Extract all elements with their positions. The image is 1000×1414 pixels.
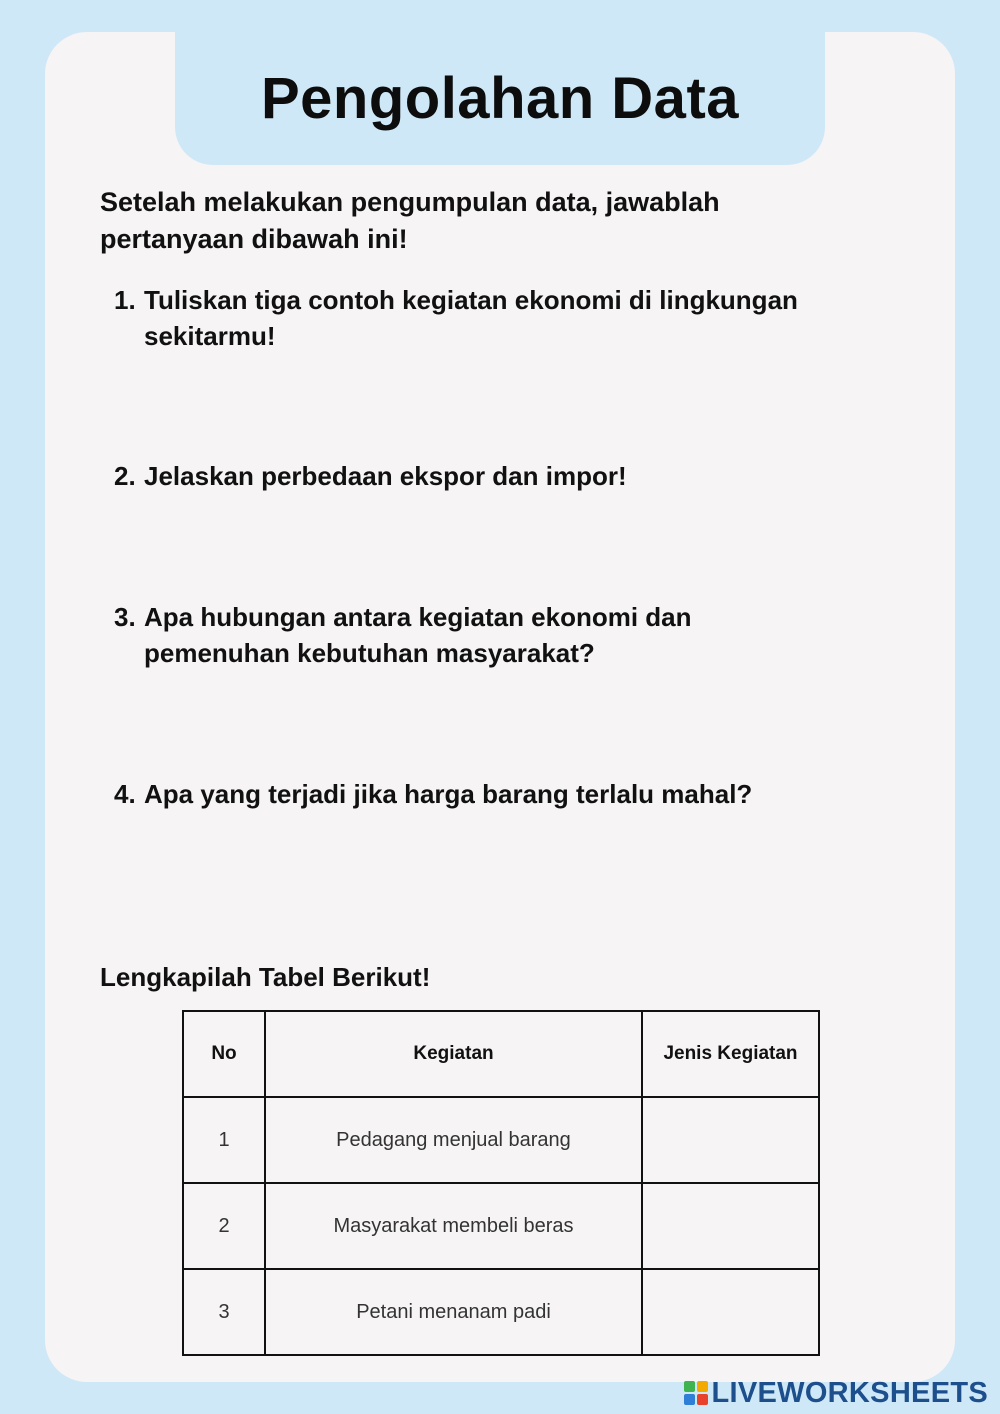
logo-square [697, 1394, 708, 1405]
table-row [183, 1097, 819, 1183]
page-title: Pengolahan Data [260, 66, 740, 131]
table-row [183, 1183, 819, 1269]
question-number: 3. [114, 602, 136, 632]
logo-square [684, 1394, 695, 1405]
question-number: 4. [114, 779, 136, 809]
cell-no: 1 [183, 1097, 265, 1183]
question-number: 1. [114, 285, 136, 315]
header-no: No [183, 1011, 265, 1097]
question-number: 2. [114, 461, 136, 491]
question-text: Jelaskan perbedaan ekspor dan impor! [144, 461, 627, 491]
question-4 [114, 776, 854, 812]
cell-jenis-kegiatan-answer[interactable] [642, 1183, 819, 1269]
question-1 [114, 282, 854, 354]
title-tab [175, 32, 825, 165]
cell-kegiatan: Petani menanam padi [265, 1269, 642, 1355]
activity-table [182, 1010, 820, 1356]
table-heading: Lengkapilah Tabel Berikut! [100, 962, 431, 992]
question-text: Tuliskan tiga contoh kegiatan ekonomi di lingkungan sekitarmu! [144, 285, 798, 351]
liveworksheets-logo-icon [684, 1381, 708, 1405]
header-kegiatan: Kegiatan [265, 1011, 642, 1097]
question-text: Apa yang terjadi jika harga barang terlalu mahal? [144, 779, 753, 809]
cell-kegiatan: Pedagang menjual barang [265, 1097, 642, 1183]
cell-kegiatan: Masyarakat membeli beras [265, 1183, 642, 1269]
question-2 [114, 458, 854, 494]
table-header-row [183, 1011, 819, 1097]
logo-square [697, 1381, 708, 1392]
cell-no: 3 [183, 1269, 265, 1355]
question-text: Apa hubungan antara kegiatan ekonomi dan pemenuhan kebutuhan masyarakat? [144, 602, 692, 668]
header-jenis-kegiatan: Jenis Kegiatan [642, 1011, 819, 1097]
logo-square [684, 1381, 695, 1392]
cell-jenis-kegiatan-answer[interactable] [642, 1269, 819, 1355]
cell-no: 2 [183, 1183, 265, 1269]
cell-jenis-kegiatan-answer[interactable] [642, 1097, 819, 1183]
brand-name: LIVEWORKSHEETS [711, 1376, 988, 1409]
question-3 [114, 599, 754, 671]
liveworksheets-brand [684, 1378, 989, 1408]
intro-instruction: Setelah melakukan pengumpulan data, jawablah pertanyaan dibawah ini! [100, 187, 720, 254]
table-row [183, 1269, 819, 1355]
